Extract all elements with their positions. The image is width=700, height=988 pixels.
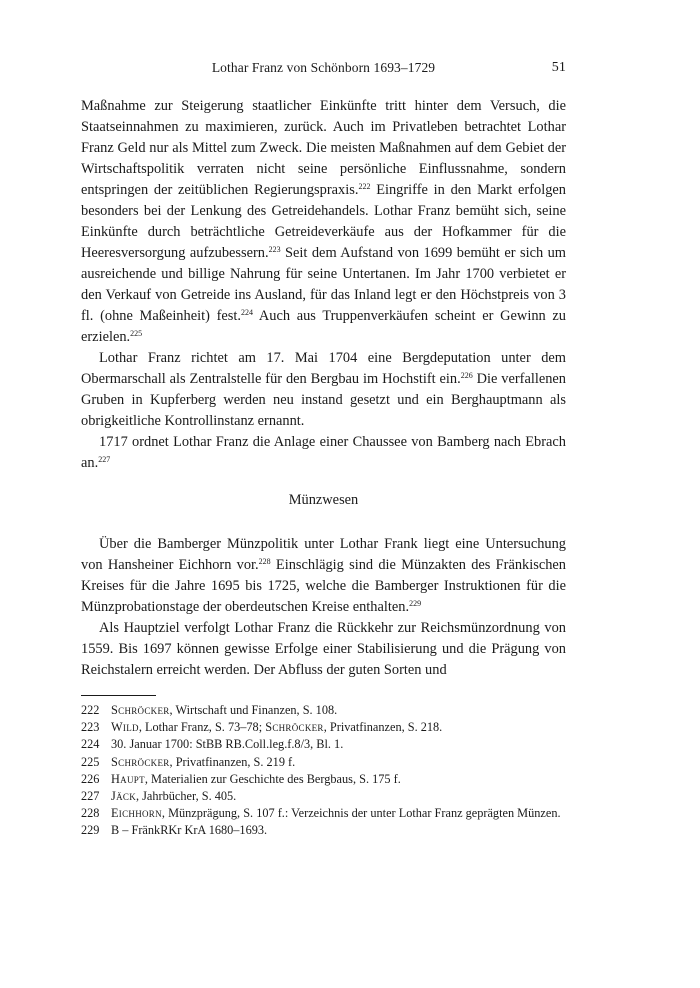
- footnote-229: [81, 822, 566, 839]
- paragraph-text: Auch aus Truppenverkäufen scheint er Gewinn zu erzielen.: [81, 308, 566, 345]
- footnote-222: [81, 702, 566, 719]
- footnote-ref-227[interactable]: 227: [98, 455, 111, 464]
- footnote-224: [81, 736, 566, 753]
- running-title: Lothar Franz von Schönborn 1693–1729: [211, 60, 436, 75]
- author-name: Schröcker: [111, 754, 170, 769]
- footnote-text: [111, 736, 566, 753]
- footnote-text: [111, 822, 566, 839]
- page-number: 51: [551, 60, 566, 75]
- section-heading: Münzwesen: [288, 492, 359, 508]
- paragraph-text: Lothar Franz richtet am 17. Mai 1704 eine Bergdeputation unter dem Obermarschall als Zentralstelle für den Bergbau im Hochstift ein.: [81, 350, 566, 387]
- author-name: Schröcker: [111, 703, 170, 717]
- author-name: Wild: [111, 720, 139, 735]
- section-paragraph-1: [81, 534, 566, 618]
- footnote-ref-222[interactable]: 222: [358, 182, 371, 191]
- footnote-number: 223: [81, 720, 100, 735]
- footnote-ref-229[interactable]: 229: [409, 599, 422, 608]
- citation: , Materialien zur Geschichte des Bergbaus, S. 175 f.: [144, 771, 401, 786]
- running-head: [81, 60, 566, 80]
- paragraph-text: 1717 ordnet Lothar Franz die Anlage einer Chaussee von Bamberg nach Ebrach an.: [81, 434, 566, 471]
- citation: , Wirtschaft und Finanzen, S. 108.: [169, 703, 338, 717]
- footnote-text: [111, 702, 566, 719]
- author-name: Schröcker: [265, 720, 324, 735]
- footnote-text: [111, 771, 566, 788]
- footnote-number: 226: [81, 771, 100, 786]
- footnotes: [81, 702, 566, 840]
- footnote-ref-226[interactable]: 226: [460, 371, 473, 380]
- paragraph-text: Seit dem Aufstand von 1699 bemüht er sich um ausreichende und billige Nahrung für seine Untertanen. Im Jahr 1700 verbietet er den Verkauf von Getreide ins Ausland, für das Inland legt er den Höchstpreis von 3 fl. (ohne Maßeinheit) fest.: [81, 245, 566, 324]
- paragraph-3: [81, 432, 566, 474]
- paragraph-1: [81, 96, 566, 348]
- footnote-ref-224[interactable]: 224: [240, 308, 253, 317]
- footnote-number: 222: [81, 703, 100, 717]
- footnote-number: 224: [81, 737, 100, 752]
- footnote-number: 228: [81, 806, 100, 821]
- paragraph-text: Die verfallenen Gruben in Kupferberg werden neu instand gesetzt und ein Berghauptmann als obrigkeitliche Kontrollinstanz ernannt.: [81, 371, 566, 429]
- footnote-ref-228[interactable]: 228: [258, 557, 271, 566]
- footnote-text: [111, 805, 566, 822]
- citation: , Jahrbücher, S. 405.: [136, 789, 237, 804]
- citation: , Privatfinanzen, S. 218.: [323, 720, 443, 735]
- citation: , Lothar Franz, S. 73–78;: [138, 720, 266, 735]
- citation: 30. Januar 1700: StBB RB.Coll.leg.f.8/3, Bl. 1.: [111, 737, 344, 752]
- footnote-ref-223[interactable]: 223: [268, 245, 281, 254]
- author-name: Haupt: [111, 771, 145, 786]
- footnote-ref-225[interactable]: 225: [130, 329, 143, 338]
- body-text: [81, 96, 566, 474]
- footnote-text: [111, 719, 566, 736]
- citation: , Münzprägung, S. 107 f.: Verzeichnis der unter Lothar Franz geprägten Münzen.: [161, 806, 561, 821]
- section-text: [81, 534, 566, 681]
- footnote-228: [81, 805, 566, 822]
- footnote-number: 229: [81, 823, 100, 838]
- footnote-226: [81, 771, 566, 788]
- footnote-text: [111, 788, 566, 805]
- footnote-number: 225: [81, 754, 100, 769]
- paragraph-text: Maßnahme zur Steigerung staatlicher Einkünfte tritt hinter dem Versuch, die Staatseinnahmen zu maximieren, zurück. Auch im Privatleben betrachtet Lothar Franz Geld nur als Mittel zum Zweck. Die meisten Maßnahmen auf dem Gebiet der Wirtschaftspolitik verraten nicht seine persönliche Einflussnahme, sondern entspringen der zeitüblichen Regierungspraxis.: [81, 98, 566, 198]
- author-name: Eichhorn: [111, 806, 162, 821]
- footnote-225: [81, 754, 566, 771]
- paragraph-text: Eingriffe in den Markt erfolgen besonders bei der Lenkung des Getreidehandels. Lothar Franz bemüht sich, seine Einkünfte durch beträchtliche Getreideverkäufe aus der Hofkammer für die Heeresversorgung aufzubessern.: [81, 182, 566, 261]
- citation: , Privatfinanzen, S. 219 f.: [169, 754, 296, 769]
- footnote-divider: [81, 695, 156, 696]
- paragraph-text: Einschlägig sind die Münzakten des Fränkischen Kreises für die Jahre 1695 bis 1725, welche die Bamberger Instruktionen für die Münzprobationstage der oberdeutschen Kreise enthalten.: [81, 557, 566, 615]
- footnote-text: [111, 754, 566, 771]
- footnote-223: [81, 719, 566, 736]
- paragraph-text: Über die Bamberger Münzpolitik unter Lothar Frank liegt eine Untersuchung von Hansheiner Eichhorn vor.: [81, 536, 566, 573]
- footnote-number: 227: [81, 789, 100, 804]
- section-paragraph-2: Als Hauptziel verfolgt Lothar Franz die Rückkehr zur Reichsmünzordnung von 1559. Bis 1697 können gewisse Erfolge einer Stabilisierung und die Prägung von Reichstalern erreicht werden. Der Abfluss der guten Sorten und: [81, 620, 566, 678]
- paragraph-2: [81, 348, 566, 432]
- author-name: Jäck: [111, 789, 136, 804]
- footnote-227: [81, 788, 566, 805]
- citation: B – FränkRKr KrA 1680–1693.: [111, 823, 268, 838]
